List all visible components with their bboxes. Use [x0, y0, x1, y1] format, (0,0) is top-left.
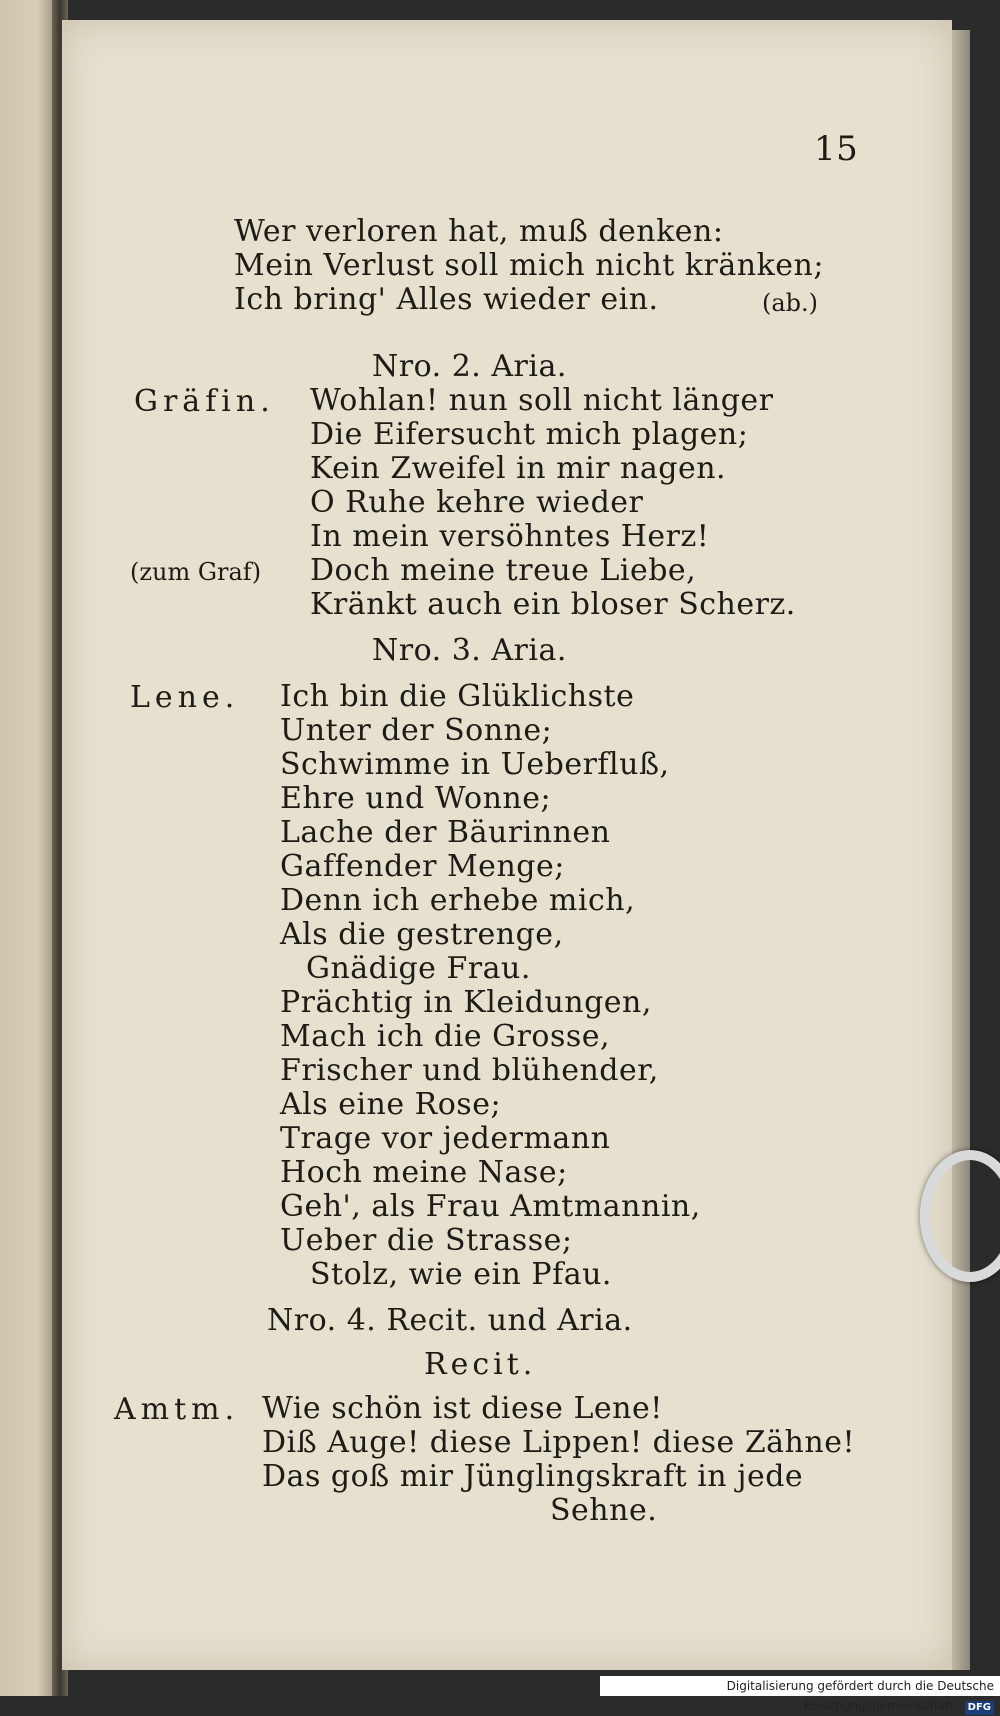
- section-heading: Nro. 2. Aria.: [372, 349, 567, 384]
- footer-text: Digitalisierung gefördert durch die Deutsche Forschungsgemeinschaft -: [726, 1679, 994, 1713]
- opening-line: Mein Verlust soll mich nicht kränken;: [234, 248, 824, 283]
- speaker-name: Lene.: [130, 680, 240, 715]
- opening-line: Ich bring' Alles wieder ein.: [234, 282, 659, 317]
- page-number: 15: [814, 129, 859, 169]
- verse-line: Als die gestrenge,: [280, 917, 564, 952]
- dfg-logo: DFG: [965, 1701, 994, 1715]
- verse-line: Ueber die Strasse;: [280, 1223, 573, 1258]
- verse-line: Kränkt auch ein bloser Scherz.: [310, 587, 796, 622]
- verse-line: Lache der Bäurinnen: [280, 815, 611, 850]
- verse-line: Gnädige Frau.: [306, 951, 531, 986]
- verse-line: In mein versöhntes Herz!: [310, 519, 710, 554]
- verse-line: Das goß mir Jünglingskraft in jede: [262, 1459, 804, 1494]
- verse-line: Die Eifersucht mich plagen;: [310, 417, 749, 452]
- verse-line: Geh', als Frau Amtmannin,: [280, 1189, 701, 1224]
- opening-line: Wer verloren hat, muß denken:: [234, 214, 724, 249]
- verse-line: Schwimme in Ueberfluß,: [280, 747, 670, 782]
- verse-line: Denn ich erhebe mich,: [280, 883, 636, 918]
- verse-line: Ich bin die Glüklichste: [280, 679, 635, 714]
- verse-line: Wohlan! nun soll nicht länger: [310, 383, 774, 418]
- verse-line: Mach ich die Grosse,: [280, 1019, 611, 1054]
- verse-line: Wie schön ist diese Lene!: [262, 1391, 663, 1426]
- verse-line: Prächtig in Kleidungen,: [280, 985, 652, 1020]
- verse-line: O Ruhe kehre wieder: [310, 485, 644, 520]
- stage-direction: (ab.): [762, 289, 819, 317]
- verse-line: Hoch meine Nase;: [280, 1155, 568, 1190]
- speaker-name: Gräfin.: [134, 384, 275, 419]
- verse-line: Diß Auge! diese Lippen! diese Zähne!: [262, 1425, 856, 1460]
- verse-line: Unter der Sonne;: [280, 713, 553, 748]
- section-subheading: Recit.: [424, 1347, 537, 1382]
- verse-line: Ehre und Wonne;: [280, 781, 552, 816]
- verse-line: Frischer und blühender,: [280, 1053, 659, 1088]
- section-heading: Nro. 3. Aria.: [372, 633, 567, 668]
- verse-line: Sehne.: [550, 1493, 658, 1528]
- verse-line: Trage vor jedermann: [280, 1121, 611, 1156]
- stage-direction: (zum Graf): [130, 558, 262, 586]
- section-heading: Nro. 4. Recit. und Aria.: [267, 1303, 633, 1338]
- verse-line: Gaffender Menge;: [280, 849, 565, 884]
- page-stack-edge: [952, 30, 970, 1670]
- book-page: [62, 20, 952, 1670]
- footer-credit: [600, 1676, 1000, 1713]
- speaker-name: Amtm.: [114, 1392, 240, 1427]
- verse-line: Doch meine treue Liebe,: [310, 553, 697, 588]
- verse-line: Stolz, wie ein Pfau.: [310, 1257, 612, 1292]
- verse-line: Kein Zweifel in mir nagen.: [310, 451, 727, 486]
- verse-line: Als eine Rose;: [280, 1087, 502, 1122]
